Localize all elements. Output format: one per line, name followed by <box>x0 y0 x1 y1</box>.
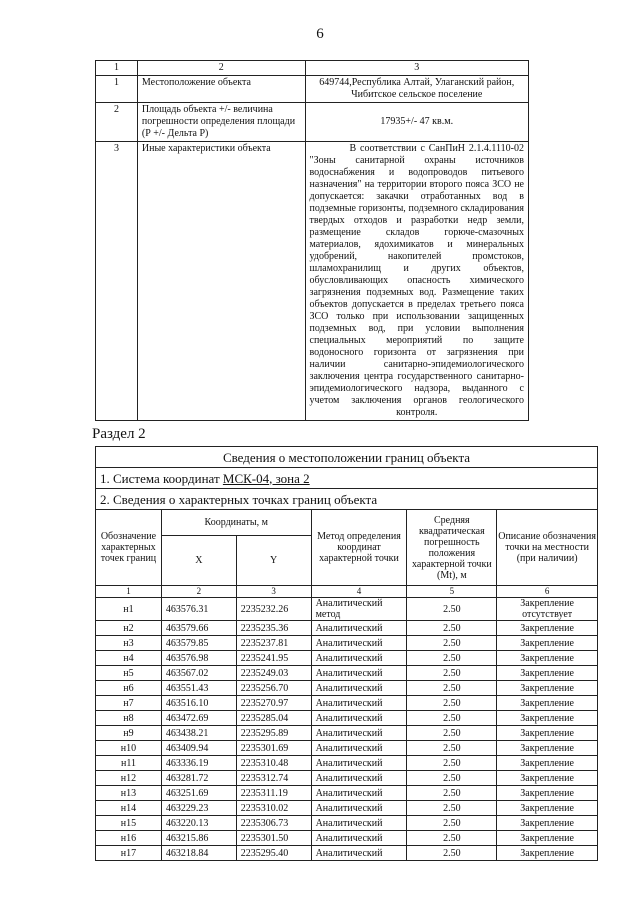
point-id: н12 <box>96 771 162 786</box>
point-error: 2.50 <box>407 801 497 816</box>
point-error: 2.50 <box>407 651 497 666</box>
point-error: 2.50 <box>407 816 497 831</box>
row-label: Площадь объекта +/- величина погрешности определения площади (Р +/- Дельта Р) <box>137 103 305 142</box>
method-header: Метод определения координат характерной точки <box>311 510 407 586</box>
points-heading: 2. Сведения о характерных точках границ объекта <box>96 489 598 510</box>
point-id: н9 <box>96 726 162 741</box>
point-description: Закрепление <box>497 621 598 636</box>
point-y: 2235301.50 <box>236 831 311 846</box>
column-number: 3 <box>236 586 311 598</box>
point-x: 463551.43 <box>161 681 236 696</box>
table-row <box>96 76 529 103</box>
point-error: 2.50 <box>407 741 497 756</box>
point-id: н17 <box>96 846 162 861</box>
table-row <box>96 831 598 846</box>
designation-header: Обозначение характерных точек границ <box>96 510 162 586</box>
table-row <box>96 598 598 621</box>
point-description: Закрепление <box>497 771 598 786</box>
point-method: Аналитический <box>311 726 407 741</box>
point-error: 2.50 <box>407 831 497 846</box>
point-method: Аналитический <box>311 696 407 711</box>
point-method: Аналитический <box>311 771 407 786</box>
point-method: Аналитический <box>311 816 407 831</box>
point-description: Закрепление <box>497 846 598 861</box>
point-id: н4 <box>96 651 162 666</box>
point-y: 2235301.69 <box>236 741 311 756</box>
point-method: Аналитический <box>311 711 407 726</box>
point-x: 463579.85 <box>161 636 236 651</box>
point-error: 2.50 <box>407 846 497 861</box>
point-id: н6 <box>96 681 162 696</box>
point-description: Закрепление <box>497 801 598 816</box>
point-id: н14 <box>96 801 162 816</box>
point-description: Закрепление <box>497 696 598 711</box>
point-method: Аналитический <box>311 651 407 666</box>
point-y: 2235270.97 <box>236 696 311 711</box>
column-number: 4 <box>311 586 407 598</box>
coords-header: Координаты, м <box>161 510 311 536</box>
point-error: 2.50 <box>407 711 497 726</box>
page-number: 6 <box>316 26 324 42</box>
point-x: 463281.72 <box>161 771 236 786</box>
coordinate-system-label: 1. Система координат <box>100 470 223 486</box>
table-row <box>96 771 598 786</box>
table-row <box>96 726 598 741</box>
point-y: 2235256.70 <box>236 681 311 696</box>
point-error: 2.50 <box>407 756 497 771</box>
point-id: н3 <box>96 636 162 651</box>
point-y: 2235249.03 <box>236 666 311 681</box>
coordinate-system <box>96 468 598 489</box>
point-method: Аналитический <box>311 666 407 681</box>
point-error: 2.50 <box>407 621 497 636</box>
row-label: Иные характеристики объекта <box>137 142 305 421</box>
point-description: Закрепление <box>497 816 598 831</box>
point-error: 2.50 <box>407 786 497 801</box>
header-cell: 3 <box>305 61 529 76</box>
point-y: 2235235.36 <box>236 621 311 636</box>
point-description: Закрепление <box>497 651 598 666</box>
point-y: 2235310.02 <box>236 801 311 816</box>
boundary-points-table <box>95 446 598 861</box>
point-description: Закрепление <box>497 711 598 726</box>
table-row <box>96 681 598 696</box>
column-number: 6 <box>497 586 598 598</box>
point-method: Аналитический <box>311 831 407 846</box>
row-number: 1 <box>96 76 138 103</box>
point-x: 463567.02 <box>161 666 236 681</box>
point-x: 463438.21 <box>161 726 236 741</box>
point-x: 463576.31 <box>161 598 236 621</box>
point-id: н13 <box>96 786 162 801</box>
point-error: 2.50 <box>407 726 497 741</box>
point-y: 2235241.95 <box>236 651 311 666</box>
table-row <box>96 621 598 636</box>
description-header: Описание обозначения точки на местности (при наличии) <box>497 510 598 586</box>
point-method: Аналитический <box>311 621 407 636</box>
table-row <box>96 142 529 421</box>
point-id: н11 <box>96 756 162 771</box>
point-x: 463215.86 <box>161 831 236 846</box>
point-method: Аналитический метод <box>311 598 407 621</box>
point-error: 2.50 <box>407 696 497 711</box>
point-x: 463336.19 <box>161 756 236 771</box>
point-error: 2.50 <box>407 598 497 621</box>
table-row <box>96 711 598 726</box>
point-description: Закрепление <box>497 831 598 846</box>
point-y: 2235295.40 <box>236 846 311 861</box>
table-row <box>96 666 598 681</box>
point-x: 463576.98 <box>161 651 236 666</box>
point-description: Закрепление <box>497 666 598 681</box>
point-id: н8 <box>96 711 162 726</box>
point-description: Закрепление <box>497 756 598 771</box>
table-row <box>96 846 598 861</box>
point-y: 2235237.81 <box>236 636 311 651</box>
table-row <box>96 816 598 831</box>
point-id: н10 <box>96 741 162 756</box>
point-description: Закрепление <box>497 741 598 756</box>
row-value: 17935+/- 47 кв.м. <box>305 103 529 142</box>
point-y: 2235311.19 <box>236 786 311 801</box>
point-error: 2.50 <box>407 636 497 651</box>
table-row <box>96 103 529 142</box>
table-row <box>96 801 598 816</box>
x-header: X <box>161 536 236 586</box>
point-id: н15 <box>96 816 162 831</box>
point-id: н1 <box>96 598 162 621</box>
table-row <box>96 636 598 651</box>
point-x: 463409.94 <box>161 741 236 756</box>
point-error: 2.50 <box>407 771 497 786</box>
point-y: 2235312.74 <box>236 771 311 786</box>
row-value: В соответствии с СанПиН 2.1.4.1110-02 "Зоны санитарной охраны источников водоснабжения и водопроводов питьевого назначения" на территории второго пояса ЗСО не допускается: закачки отработанных вод в подземные горизонты, подземного складирования твердых отходов и разработки недр земли, размещение складов горюче-смазочных материалов, ядохимикатов и минеральных удобрений, накопителей промстоков, шламохранилищ и других объектов, обусловливающих опасность химического загрязнения подземных вод. Размещение таких объектов допускается в пределах третьего пояса ЗСО только при использовании защищенных подземных вод, при условии выполнения специальных мероприятий по защите водоносного горизонта от загрязнения при наличии санитарно-эпидемиологического заключения центра государственного санитарно-эпидемиологического надзора, выданного с учетом заключения органов геологического контроля. <box>305 142 529 421</box>
row-label: Местоположение объекта <box>137 76 305 103</box>
point-x: 463251.69 <box>161 786 236 801</box>
table-header-row <box>96 61 529 76</box>
point-method: Аналитический <box>311 801 407 816</box>
point-x: 463472.69 <box>161 711 236 726</box>
row-number: 3 <box>96 142 138 421</box>
point-y: 2235285.04 <box>236 711 311 726</box>
table-row <box>96 756 598 771</box>
point-description: Закрепление отсутствует <box>497 598 598 621</box>
table-row <box>96 696 598 711</box>
point-method: Аналитический <box>311 741 407 756</box>
point-method: Аналитический <box>311 681 407 696</box>
point-description: Закрепление <box>497 726 598 741</box>
point-description: Закрепление <box>497 681 598 696</box>
point-id: н5 <box>96 666 162 681</box>
column-number: 5 <box>407 586 497 598</box>
point-id: н16 <box>96 831 162 846</box>
point-x: 463218.84 <box>161 846 236 861</box>
y-header: Y <box>236 536 311 586</box>
column-number: 2 <box>161 586 236 598</box>
point-x: 463229.23 <box>161 801 236 816</box>
point-method: Аналитический <box>311 756 407 771</box>
point-description: Закрепление <box>497 786 598 801</box>
point-error: 2.50 <box>407 681 497 696</box>
table-row <box>96 741 598 756</box>
section-title: Раздел 2 <box>92 426 146 442</box>
point-x: 463516.10 <box>161 696 236 711</box>
column-number: 1 <box>96 586 162 598</box>
point-x: 463220.13 <box>161 816 236 831</box>
coordinate-system-value: МСК-04, зона 2 <box>222 470 310 486</box>
point-y: 2235295.89 <box>236 726 311 741</box>
header-cell: 2 <box>137 61 305 76</box>
header-cell: 1 <box>96 61 138 76</box>
point-method: Аналитический <box>311 786 407 801</box>
row-number: 2 <box>96 103 138 142</box>
point-method: Аналитический <box>311 846 407 861</box>
point-y: 2235310.48 <box>236 756 311 771</box>
point-y: 2235306.73 <box>236 816 311 831</box>
table-row <box>96 651 598 666</box>
point-id: н2 <box>96 621 162 636</box>
table-row <box>96 786 598 801</box>
object-characteristics-table <box>95 60 529 421</box>
point-id: н7 <box>96 696 162 711</box>
error-header: Средняя квадратическая погрешность положения характерной точки (Mt), м <box>407 510 497 586</box>
table-title: Сведения о местоположении границ объекта <box>96 447 598 468</box>
point-x: 463579.66 <box>161 621 236 636</box>
point-error: 2.50 <box>407 666 497 681</box>
point-description: Закрепление <box>497 636 598 651</box>
row-value: 649744,Республика Алтай, Улаганский район, Чибитское сельское поселение <box>305 76 529 103</box>
point-y: 2235232.26 <box>236 598 311 621</box>
point-method: Аналитический <box>311 636 407 651</box>
